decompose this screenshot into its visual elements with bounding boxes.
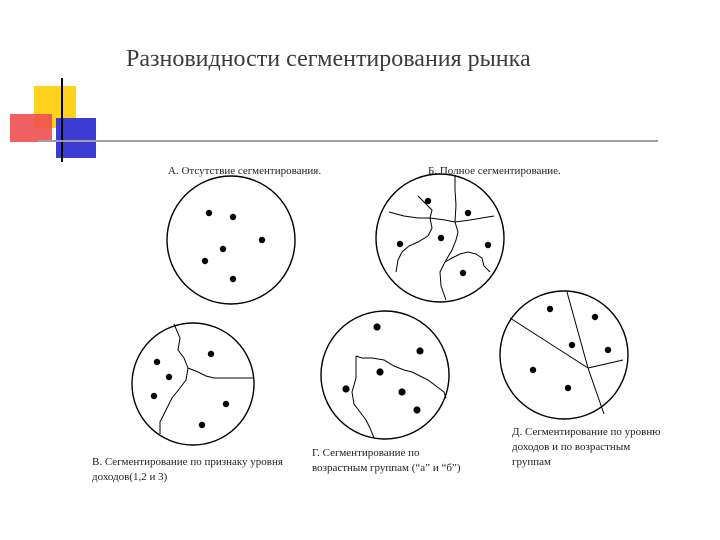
circle-v — [132, 323, 254, 445]
segment-boundary — [160, 368, 188, 434]
caption-g: Г. Сегментирование по возрастным группам (“а” и “б”) — [312, 447, 461, 474]
consumer-dot — [151, 393, 157, 399]
consumer-dot — [376, 368, 383, 375]
consumer-dot — [569, 342, 575, 348]
segment-boundary — [389, 212, 494, 222]
consumer-dot — [206, 210, 212, 216]
consumer-dot — [460, 270, 466, 276]
caption-d: Д. Сегментирование по уровню доходов и по возрастным группам — [512, 426, 661, 468]
segment-boundary — [588, 360, 623, 368]
consumer-dot — [199, 422, 205, 428]
segment-boundary — [174, 324, 254, 378]
circle-d-outline — [500, 291, 628, 419]
circle-v-outline — [132, 323, 254, 445]
circle-b — [376, 174, 504, 302]
circle-a-outline — [167, 176, 295, 304]
deco-red-square — [10, 114, 52, 142]
circle-a — [167, 176, 295, 304]
consumer-dot — [154, 359, 160, 365]
caption-a: А. Отсутствие сегментирования. — [168, 165, 322, 177]
consumer-dot — [398, 388, 405, 395]
caption-b: Б. Полное сегментирование. — [428, 165, 561, 177]
consumer-dot — [465, 210, 471, 216]
circle-g — [321, 311, 449, 439]
consumer-dot — [166, 374, 172, 380]
consumer-dot — [373, 323, 380, 330]
segment-boundary — [445, 252, 490, 272]
segment-boundary — [440, 222, 458, 300]
consumer-dot — [259, 237, 265, 243]
consumer-dot — [413, 406, 420, 413]
consumer-dot — [485, 242, 491, 248]
consumer-dot — [208, 351, 214, 357]
consumer-dot — [547, 306, 553, 312]
consumer-dot — [202, 258, 208, 264]
circle-d — [500, 291, 628, 419]
consumer-dot — [223, 401, 229, 407]
slide-title: Разновидности сегментирования рынка — [126, 46, 531, 72]
consumer-dot — [230, 214, 236, 220]
decorative-squares — [10, 78, 658, 162]
consumer-dot — [592, 314, 598, 320]
segment-boundary — [588, 368, 604, 414]
consumer-dot — [565, 385, 571, 391]
consumer-dot — [425, 198, 431, 204]
consumer-dot — [530, 367, 536, 373]
consumer-dot — [230, 276, 236, 282]
consumer-dot — [438, 235, 444, 241]
caption-v: В. Сегментирование по признаку уровня доходов(1,2 и 3) — [92, 456, 283, 483]
segment-boundary — [455, 175, 456, 222]
consumer-dot — [342, 385, 349, 392]
consumer-dot — [220, 246, 226, 252]
circle-g-outline — [321, 311, 449, 439]
consumer-dot — [416, 347, 423, 354]
consumer-dot — [605, 347, 611, 353]
segment-boundary — [352, 356, 374, 438]
consumer-dot — [397, 241, 403, 247]
